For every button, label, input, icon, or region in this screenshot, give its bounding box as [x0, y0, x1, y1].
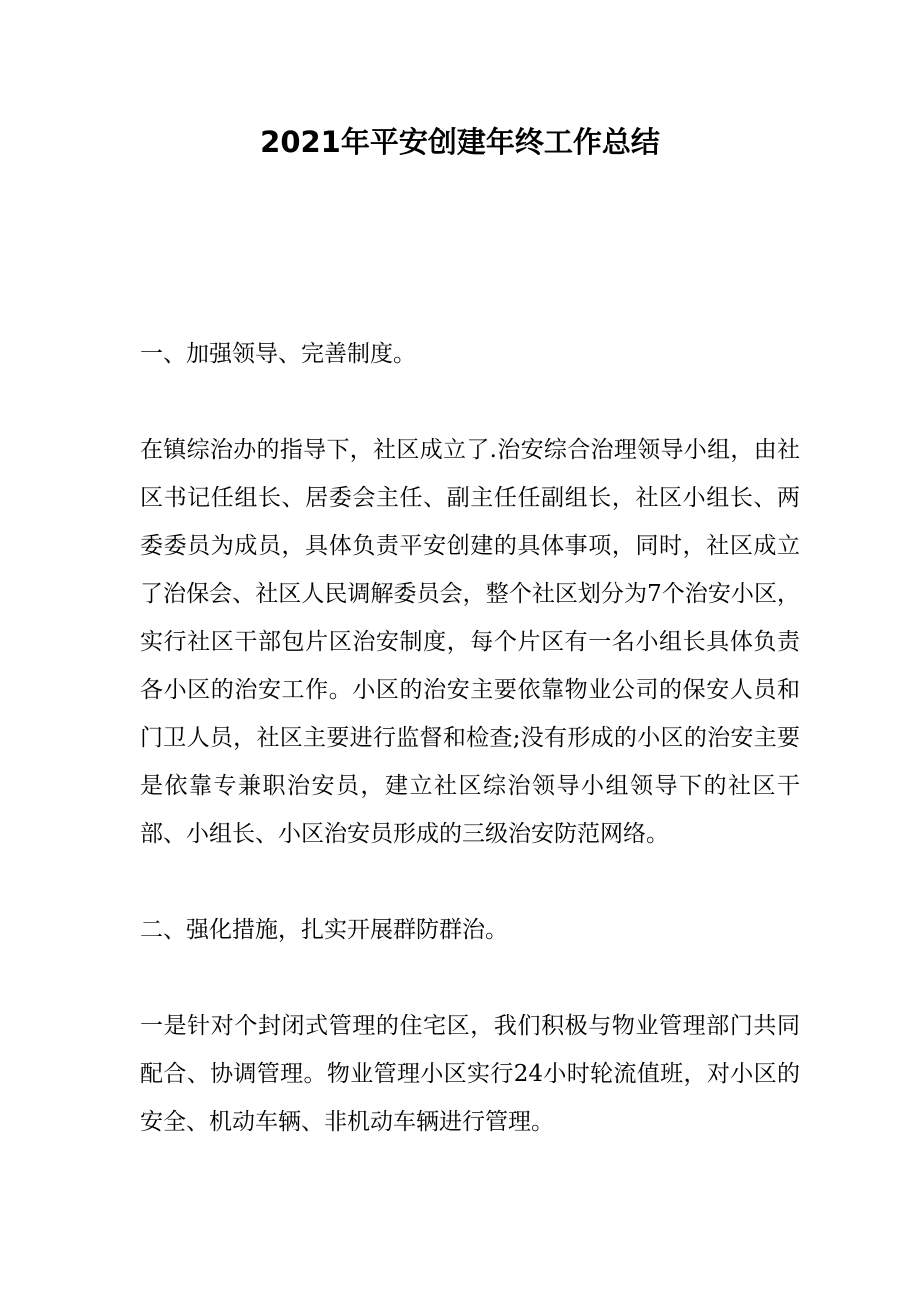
section-heading-2: 二、强化措施，扎实开展群防群治。 [140, 917, 508, 943]
body-paragraph-1: 在镇综治办的指导下，社区成立了.治安综合治理领导小组，由社区书记任组长、居委会主任、副主任任副组长，社区小组长、两委委员为成员，具体负责平安创建的具体事项，同时，社区成立了治保会、社区人民调解委员会，整个社区划分为7个治安小区，实行社区干部包片区治安制度，每个片区有一名小组长具体负责各小区的治安工作。小区的治安主要依靠物业公司的保安人员和门卫人员，社区主要进行监督和检查;没有形成的小区的治安主要是依靠专兼职治安员，建立社区综治领导小组领导下的社区干部、小组长、小区治安员形成的三级治安防范网络。 [140, 437, 800, 847]
document-body [140, 330, 800, 1146]
section-heading-1: 一、加强领导、完善制度。 [140, 341, 416, 367]
document-title: 2021年平安创建年终工作总结 [260, 125, 660, 159]
body-paragraph-2: 一是针对个封闭式管理的住宅区，我们积极与物业管理部门共同配合、协调管理。物业管理小区实行24小时轮流值班，对小区的安全、机动车辆、非机动车辆进行管理。 [140, 1013, 800, 1135]
